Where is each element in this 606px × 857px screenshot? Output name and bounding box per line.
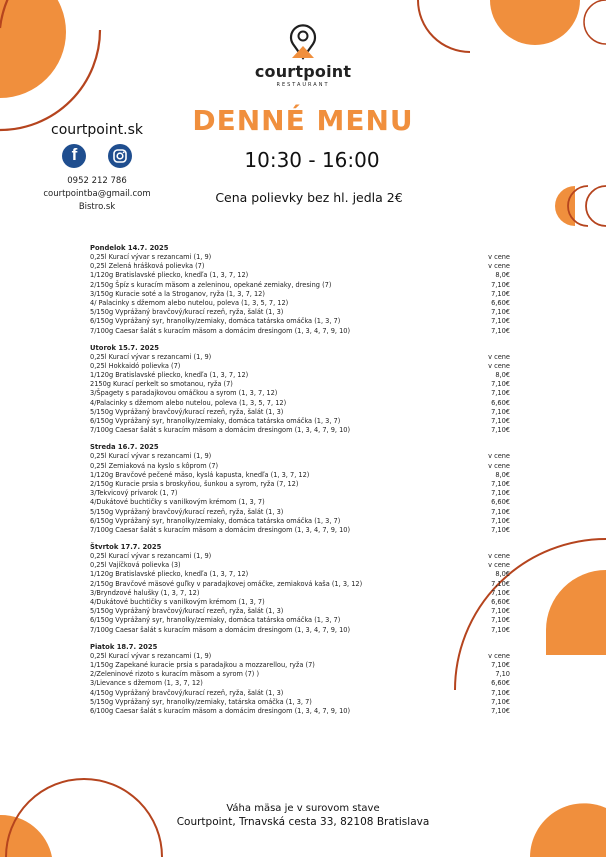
menu-item-price: 8,0€ [495, 271, 510, 280]
menu-item [90, 626, 510, 635]
menu-item-price: v cene [488, 561, 510, 570]
weight-note: Váha mäsa je v surovom stave [226, 803, 380, 814]
menu-item [90, 290, 510, 299]
menu-item-name: 0,25l Kurací vývar s rezancami (1, 9) [90, 651, 212, 660]
menu-item-name: 4/Dukátové buchtičky s vanilkovým krémom (1, 3, 7) [90, 498, 265, 507]
social-links [38, 144, 156, 170]
day-section [90, 543, 510, 635]
menu-item [90, 698, 510, 707]
menu-item-price: 7,10€ [491, 426, 510, 435]
menu-item-price: 7,10€ [491, 579, 510, 588]
menu-item-price: 7,10€ [491, 516, 510, 525]
menu-item-price: 7,10€ [491, 326, 510, 335]
menu-item-name: 6/100g Caesar šalát s kuracím mäsom a domácim dresingom (1, 3, 4, 7, 9, 10) [90, 706, 351, 715]
menu-item-price: 7,10€ [491, 308, 510, 317]
menu-item-name: 0,25l Kurací vývar s rezancami (1, 9) [90, 352, 212, 361]
menu-item-price: 7,10€ [491, 607, 510, 616]
menu-item [90, 281, 510, 290]
menu-item [90, 371, 510, 380]
menu-item [90, 570, 510, 579]
menu-item [90, 426, 510, 435]
soup-price-note: Cena polievky bez hl. jedla 2€ [215, 190, 403, 205]
menu-item-name: 4/Dukátové buchtičky s vanilkovým krémom (1, 3, 7) [90, 598, 265, 606]
menu-item [90, 417, 510, 426]
menu-item-name: 5/150g Vyprážaný bravčový/kurací rezeň, ryža, šalát (1, 3) [90, 407, 284, 416]
location-pin-icon [288, 24, 318, 60]
menu-item-name: 4/150g Vyprážaný bravčový/kurací rezeň, ryža, šalát (1, 3) [90, 688, 284, 697]
menu-item-name: 6/150g Vyprážaný syr, hranolky/zemiaky, domáca tatárska omáčka (1, 3, 7) [90, 616, 341, 625]
day-title: Štvrtok 17.7. 2025 [90, 543, 162, 552]
menu-item [90, 661, 510, 670]
menu-item [90, 480, 510, 489]
menu-item-name: 4/Palacinky s džemom alebo nutelou, poleva (1, 3, 5, 7, 12) [90, 398, 287, 407]
menu-item-name: 1/120g Bratislavské pliecko, knedľa (1, 3, 7, 12) [90, 271, 249, 280]
menu-item [90, 327, 510, 336]
menu-item-name: 7/100g Caesar šalát s kuracím mäsom a domácim dresingom (1, 3, 4, 7, 9, 10) [90, 525, 351, 534]
menu-item-price: v cene [488, 262, 510, 271]
menu-item-price: v cene [488, 361, 510, 370]
website-link[interactable]: courtpoint.sk [51, 122, 143, 138]
menu-item-name: 3/Tekvicový prívarok (1, 7) [90, 489, 178, 498]
menu-item [90, 452, 510, 461]
menu-item-price: 7,10€ [491, 525, 510, 534]
menu-item-name: 2150g Kurací perkelt so smotanou, ryža (7) [90, 380, 233, 389]
menu-item-name: 5/150g Vyprážaný bravčový/kurací rezeň, ryža, šalát (1, 3) [90, 507, 284, 516]
menu-item-name: 5/150g Vyprážaný bravčový/kurací rezeň, ryža, šalát (1, 3) [90, 308, 284, 317]
menu-item-price: 7,10€ [491, 616, 510, 625]
menu-item [90, 707, 510, 716]
orange-quarter-lower-right [546, 570, 606, 655]
day-title: Piatok 18.7. 2025 [90, 642, 158, 651]
menu-item [90, 652, 510, 661]
menu-item [90, 689, 510, 698]
menu-item-name: 3/150g Kuracie soté a la Stroganov, ryža (1, 3, 7, 12) [90, 289, 265, 298]
menu-item-name: 2/150g Kuracie prsia s broskyňou, šunkou a syrom, ryža (7, 12) [90, 479, 299, 488]
menu-item-price: 8,0€ [495, 570, 510, 579]
menu-item [90, 589, 510, 598]
menu-item-name: 6/150g Vyprážaný syr, hranolky/zemiaky, domáca tatárska omáčka (1, 3, 7) [90, 317, 341, 326]
menu-item-price: 7,10€ [491, 479, 510, 488]
menu-item-price: v cene [488, 352, 510, 361]
contact-block [38, 122, 156, 212]
menu-item-price: 7,10€ [491, 389, 510, 398]
menu-item-name: 7/100g Caesar šalát s kuracím mäsom a domácim dresingom (1, 3, 4, 7, 9, 10) [90, 326, 351, 335]
menu-item [90, 561, 510, 570]
menu-item [90, 362, 510, 371]
menu-item [90, 607, 510, 616]
menu-item-price: v cene [488, 461, 510, 470]
menu-item-name: 3/Bryndzové halušky (1, 3, 7, 12) [90, 588, 200, 597]
menu-item [90, 508, 510, 517]
weekly-menu [90, 244, 510, 724]
email-link[interactable]: courtpointba@gmail.com [43, 189, 151, 199]
brand-name: courtpoint [254, 62, 352, 81]
menu-item-price: 7,10€ [491, 507, 510, 516]
menu-item [90, 389, 510, 398]
menu-item [90, 353, 510, 362]
menu-item [90, 580, 510, 589]
menu-item-name: 0,25l Kurací vývar s rezancami (1, 9) [90, 452, 212, 461]
menu-item-price: 6,60€ [491, 498, 510, 507]
menu-item [90, 679, 510, 688]
menu-item-name: 4/ Palacinky s džemom alebo nutelou, poleva (1, 3, 5, 7, 12) [90, 298, 289, 307]
menu-item-name: 1/150g Zapekané kuracie prsia s paradajkou a mozzarellou, ryža (7) [90, 660, 315, 669]
day-title: Streda 16.7. 2025 [90, 443, 159, 452]
address: Courtpoint, Trnavská cesta 33, 82108 Bratislava [176, 816, 430, 828]
facebook-icon[interactable]: f [62, 144, 86, 168]
opening-hours: 10:30 - 16:00 [244, 148, 380, 172]
menu-item-price: v cene [488, 452, 510, 461]
menu-item-price: 7,10€ [491, 289, 510, 298]
menu-item-name: 3/Lievance s džemom (1, 3, 7, 12) [90, 679, 203, 688]
menu-item [90, 598, 510, 607]
menu-item-name: 1/120g Bratislavské pliecko, knedľa (1, 3, 7, 12) [90, 371, 249, 380]
menu-item-name: 0,25l Hokkaidó polievka (7) [90, 361, 181, 370]
menu-item-price: 7,10€ [491, 688, 510, 697]
menu-item [90, 670, 510, 679]
menu-item [90, 308, 510, 317]
menu-item-price: 7,10€ [491, 489, 510, 498]
menu-item [90, 471, 510, 480]
instagram-icon[interactable] [108, 144, 132, 168]
menu-item-price: v cene [488, 651, 510, 660]
day-section [90, 344, 510, 436]
menu-item [90, 408, 510, 417]
day-section [90, 443, 510, 535]
brand-subtitle: RESTAURANT [276, 82, 330, 88]
menu-item-price: 7,10€ [491, 697, 510, 706]
menu-item-price: 7,10€ [491, 417, 510, 425]
menu-item-name: 6/150g Vyprážaný syr, hranolky/zemiaky, domáca tatárska omáčka (1, 3, 7) [90, 516, 341, 525]
menu-item-price: v cene [488, 253, 510, 261]
day-title: Pondelok 14.7. 2025 [90, 244, 169, 252]
menu-item-price: 7,10€ [491, 280, 510, 289]
menu-item-name: 7/100g Caesar šalát s kuracím mäsom a domácim dresingom (1, 3, 4, 7, 9, 10) [90, 625, 351, 634]
menu-item [90, 498, 510, 507]
menu-item-name: 2/150g Bravčové mäsové guľky v paradajkovej omáčke, zemiaková kaša (1, 3, 12) [90, 579, 363, 588]
page-title: DENNÉ MENU [192, 104, 414, 137]
menu-item-name: 7/100g Caesar šalát s kuracím mäsom a domácim dresingom (1, 3, 4, 7, 9, 10) [90, 426, 351, 435]
menu-item-price: 6,60€ [491, 398, 510, 407]
menu-item-name: 1/120g Bratislavské pliecko, knedľa (1, 3, 7, 12) [90, 570, 249, 579]
menu-item-name: 2/Zeleninové rizoto s kuracím mäsom a syrom (7) ) [90, 670, 260, 679]
menu-item-name: 2/150g Špíz s kuracím mäsom a zeleninou, opekané zemiaky, dresing (7) [90, 280, 332, 289]
menu-item-price: 6,60€ [491, 298, 510, 307]
menu-item-name: 1/120g Bravčové pečené mäso, kyslá kapusta, knedľa (1, 3, 7, 12) [90, 470, 310, 479]
menu-item-name: 5/150g Vyprážaný bravčový/kurací rezeň, ryža, šalát (1, 3) [90, 607, 284, 616]
menu-item-name: 0,25l Kurací vývar s rezancami (1, 9) [90, 552, 212, 561]
menu-item [90, 299, 510, 308]
menu-item-name: 5/150g Vyprážaný syr, hranolky/zemiaky, tatárska omáčka (1, 3, 7) [90, 697, 312, 706]
menu-item [90, 489, 510, 498]
menu-item-price: 7,10€ [491, 380, 510, 389]
bistro-link[interactable]: Bistro.sk [78, 202, 116, 212]
menu-item-price: 7,10€ [491, 625, 510, 634]
menu-item-price: 7,10€ [491, 706, 510, 715]
day-section [90, 643, 510, 716]
menu-item [90, 526, 510, 535]
menu-item-price: 8,0€ [495, 371, 510, 380]
menu-item-name: 0,25l Kurací vývar s rezancami (1, 9) [90, 253, 212, 261]
menu-item-price: 6,60€ [491, 598, 510, 606]
day-title: Utorok 15.7. 2025 [90, 343, 159, 352]
menu-item [90, 616, 510, 625]
menu-item-name: 3/Špagety s paradajkovou omáčkou a syrom (1, 3, 7, 12) [90, 389, 278, 398]
menu-item-price: 7,10€ [491, 588, 510, 597]
menu-item-price: 8,0€ [495, 470, 510, 479]
day-section [90, 244, 510, 336]
menu-item-price: 7,10 [495, 670, 510, 679]
menu-item-price: 7,10€ [491, 407, 510, 416]
menu-item-name: 0,25l Zemiaková na kyslo s kôprom (7) [90, 461, 219, 470]
menu-item [90, 253, 510, 262]
menu-item [90, 517, 510, 526]
menu-item-price: 7,10€ [491, 317, 510, 326]
menu-item [90, 462, 510, 471]
menu-item-name: 0,25l Vajíčková polievka (3) [90, 561, 181, 570]
phone-number: 0952 212 786 [67, 176, 127, 186]
menu-item-price: 6,60€ [491, 679, 510, 688]
menu-item-price: 7,10€ [491, 660, 510, 669]
menu-item-name: 6/150g Vyprážaný syr, hranolky/zemiaky, domáca tatárska omáčka (1, 3, 7) [90, 417, 341, 425]
menu-item-name: 0,25l Zelená hrášková polievka (7) [90, 262, 205, 271]
menu-item [90, 271, 510, 280]
menu-item [90, 399, 510, 408]
menu-item [90, 552, 510, 561]
menu-item [90, 317, 510, 326]
restaurant-logo [0, 24, 606, 88]
menu-item [90, 262, 510, 271]
menu-item-price: v cene [488, 552, 510, 561]
